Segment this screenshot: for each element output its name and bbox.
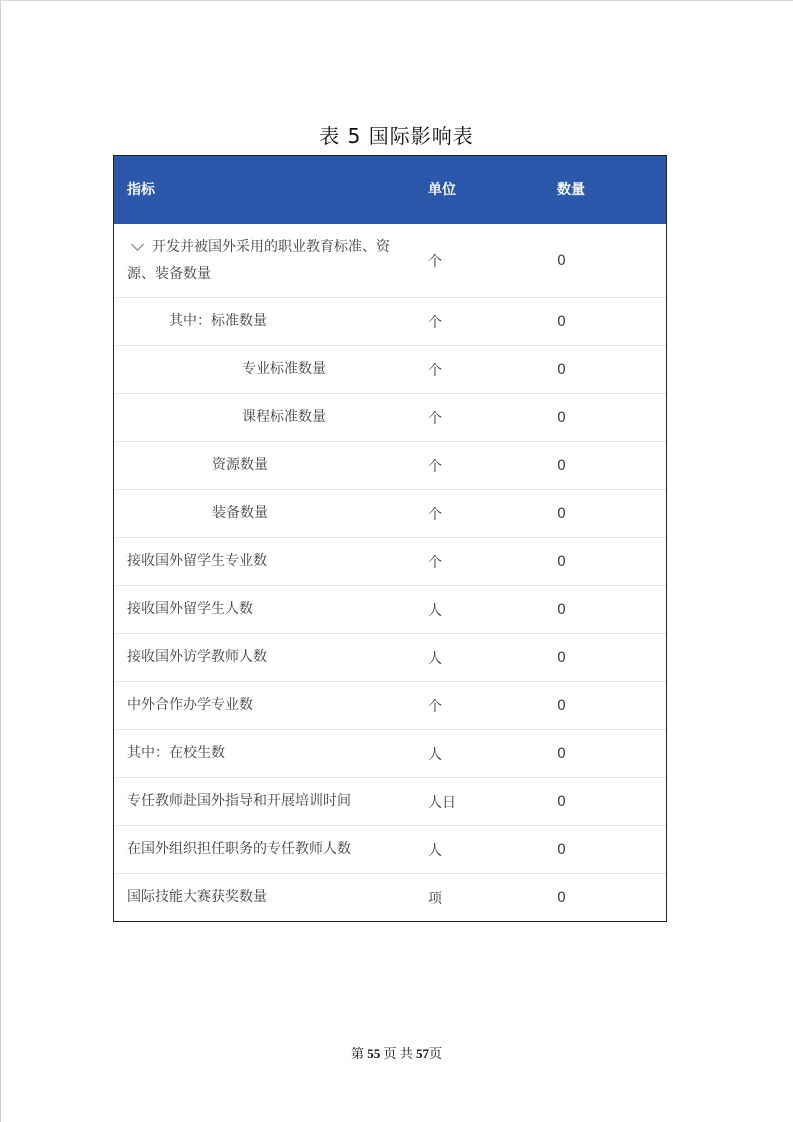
indicator-label	[212, 452, 268, 479]
indicator-cell	[127, 874, 409, 921]
unit-cell: 人	[428, 842, 442, 859]
indicator-text: 专业标准数量	[242, 361, 326, 377]
footer-current-page: 55	[367, 1046, 381, 1061]
indicator-label	[169, 308, 267, 335]
unit-cell: 人	[428, 650, 442, 667]
indicator-label	[127, 692, 253, 719]
indicator-text: 资源数量	[212, 457, 268, 473]
table-row	[114, 633, 666, 681]
table-row	[114, 777, 666, 825]
international-influence-table	[113, 155, 667, 922]
table-row	[114, 393, 666, 441]
unit-cell: 个	[428, 410, 442, 427]
table-header	[114, 156, 666, 224]
header-quantity: 数量	[557, 182, 585, 198]
unit-cell: 个	[428, 458, 442, 475]
unit-cell: 人	[428, 602, 442, 619]
quantity-cell: 0	[557, 601, 566, 618]
footer-total-pages: 57	[416, 1046, 429, 1061]
indicator-label	[127, 788, 351, 815]
table-row	[114, 297, 666, 345]
indicator-cell	[127, 586, 409, 633]
page-footer	[0, 1043, 793, 1062]
quantity-cell: 0	[557, 457, 566, 474]
indicator-cell	[127, 224, 409, 297]
quantity-cell: 0	[557, 553, 566, 570]
unit-cell: 个	[428, 253, 442, 270]
quantity-cell: 0	[557, 649, 566, 666]
indicator-cell	[127, 730, 409, 777]
indicator-text: 其中：在校生数	[127, 745, 225, 761]
indicator-label	[127, 740, 225, 767]
unit-cell: 个	[428, 554, 442, 571]
indicator-label	[127, 644, 267, 671]
table-row	[114, 729, 666, 777]
table-row	[114, 345, 666, 393]
indicator-text: 其中：标准数量	[169, 313, 267, 329]
indicator-text: 在国外组织担任职务的专任教师人数	[127, 841, 351, 857]
indicator-label	[127, 836, 351, 863]
table-row	[114, 489, 666, 537]
quantity-cell: 0	[557, 361, 566, 378]
unit-cell: 项	[428, 890, 442, 907]
indicator-cell	[127, 394, 524, 441]
unit-cell: 个	[428, 506, 442, 523]
footer-prefix: 第	[350, 1046, 364, 1061]
header-unit: 单位	[428, 182, 456, 198]
table-row	[114, 825, 666, 873]
indicator-cell	[127, 778, 409, 825]
table-row[interactable]	[114, 224, 666, 297]
table-row	[114, 537, 666, 585]
table-row	[114, 873, 666, 921]
table-row	[114, 585, 666, 633]
indicator-cell	[127, 826, 409, 873]
table-title: 表 5 国际影响表	[319, 124, 474, 148]
quantity-cell: 0	[557, 889, 566, 906]
indicator-label	[212, 500, 268, 527]
unit-cell: 人日	[428, 794, 456, 811]
indicator-text: 开发并被国外采用的职业教育标准、资源、装备数量	[127, 238, 390, 282]
quantity-cell: 0	[557, 505, 566, 522]
quantity-cell: 0	[557, 313, 566, 330]
indicator-cell	[127, 298, 451, 345]
header-indicator: 指标	[127, 182, 155, 198]
indicator-text: 中外合作办学专业数	[127, 697, 253, 713]
table-row	[114, 441, 666, 489]
chevron-down-icon[interactable]	[131, 238, 144, 251]
quantity-cell: 0	[557, 409, 566, 426]
footer-suffix: 页	[429, 1046, 443, 1061]
quantity-cell: 0	[557, 252, 566, 269]
indicator-cell	[127, 346, 524, 393]
page-edge-top	[0, 0, 793, 1]
indicator-text: 接收国外留学生专业数	[127, 553, 267, 569]
footer-middle: 页 共	[383, 1046, 413, 1061]
unit-cell: 个	[428, 698, 442, 715]
table-body	[114, 224, 666, 921]
indicator-label	[242, 404, 326, 431]
indicator-cell	[127, 682, 409, 729]
indicator-text: 接收国外留学生人数	[127, 601, 253, 617]
unit-cell: 个	[428, 314, 442, 331]
quantity-cell: 0	[557, 745, 566, 762]
indicator-label	[127, 596, 253, 623]
unit-cell: 个	[428, 362, 442, 379]
quantity-cell: 0	[557, 793, 566, 810]
indicator-label	[127, 548, 267, 575]
unit-cell: 人	[428, 746, 442, 763]
indicator-cell	[127, 538, 409, 585]
indicator-cell	[127, 634, 409, 681]
page-edge-left	[0, 0, 1, 1122]
quantity-cell: 0	[557, 697, 566, 714]
indicator-text: 课程标准数量	[242, 409, 326, 425]
indicator-text: 接收国外访学教师人数	[127, 649, 267, 665]
indicator-label	[127, 884, 267, 911]
table-row	[114, 681, 666, 729]
indicator-text: 专任教师赴国外指导和开展培训时间	[127, 793, 351, 809]
indicator-text: 装备数量	[212, 505, 268, 521]
quantity-cell: 0	[557, 841, 566, 858]
indicator-label	[127, 234, 409, 288]
indicator-label	[242, 356, 326, 383]
indicator-text: 国际技能大赛获奖数量	[127, 889, 267, 905]
